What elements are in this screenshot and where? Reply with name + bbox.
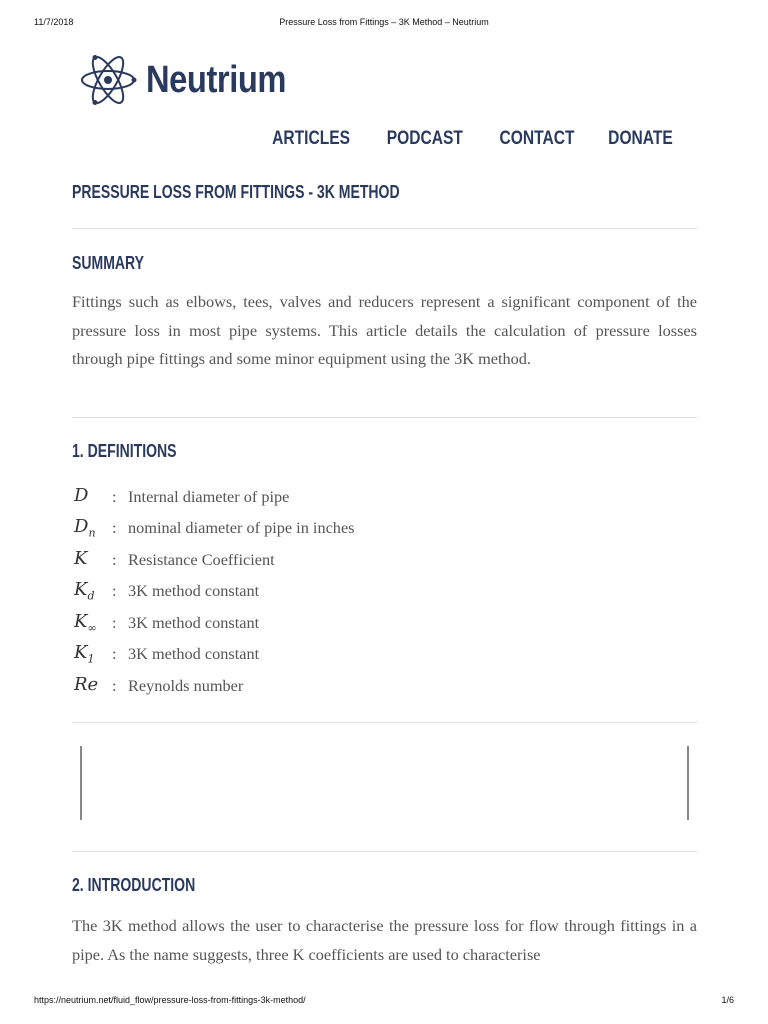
definition-symbol: $K_d$ <box>74 579 95 604</box>
definition-description: nominal diameter of pipe in inches <box>128 518 355 538</box>
definition-description: 3K method constant <box>128 581 260 601</box>
print-url: https://neutrium.net/fluid_flow/pressure-loss-from-fittings-3k-method/ <box>34 995 306 1005</box>
definition-row: $K_d$ : 3K method constant <box>74 579 260 604</box>
print-page-number: 1/6 <box>721 995 734 1005</box>
definitions-heading: 1. DEFINITIONS <box>72 441 177 461</box>
divider <box>72 228 697 229</box>
print-header <box>0 17 768 31</box>
summary-heading: SUMMARY <box>72 253 145 273</box>
atom-icon <box>78 50 138 110</box>
divider <box>72 417 697 418</box>
print-date: 11/7/2018 <box>34 17 74 27</box>
site-name: Neutrium <box>146 58 287 101</box>
definition-row: K : Resistance Coefficient <box>74 544 474 576</box>
print-footer <box>0 995 768 1009</box>
summary-text: Fittings such as elbows, tees, valves and reducers represent a significant component of the pressure loss in most pipe systems. This article details the calculation of pressure losses through pipe fittings and some minor equipment using the 3K method. <box>72 292 697 369</box>
definition-row: D : Internal diameter of pipe <box>74 481 474 513</box>
divider <box>72 851 697 852</box>
definition-row: $D_n$ : nominal diameter of pipe in inches <box>74 516 355 541</box>
definition-symbol: K <box>74 547 88 569</box>
main-nav <box>235 128 673 150</box>
definition-row: $K_\infty$ : 3K method constant <box>74 610 260 635</box>
page-title: PRESSURE LOSS FROM FITTINGS - 3K METHOD <box>72 182 400 202</box>
introduction-heading: 2. INTRODUCTION <box>72 875 196 895</box>
site-logo[interactable] <box>78 50 309 110</box>
definition-row: Re : Reynolds number <box>74 670 474 702</box>
nav-articles[interactable]: ARTICLES <box>271 128 350 149</box>
definition-symbol: Re <box>74 673 99 695</box>
definition-description: Internal diameter of pipe <box>128 486 290 506</box>
definitions-list <box>74 481 474 702</box>
definition-description: 3K method constant <box>128 612 260 632</box>
divider <box>72 722 697 723</box>
definition-description: Resistance Coefficient <box>128 549 275 569</box>
print-title: Pressure Loss from Fittings – 3K Method – Neutrium <box>279 17 489 27</box>
definition-symbol: $D_n$ <box>74 516 96 541</box>
definition-description: 3K method constant <box>128 644 260 664</box>
introduction-text: The 3K method allows the user to characterise the pressure loss for flow through fittings in a pipe. As the name suggests, three K coefficients are used to characterise <box>72 916 697 964</box>
definition-symbol: D <box>74 484 89 506</box>
definition-description: Reynolds number <box>128 675 244 695</box>
embed-left-edge <box>80 746 82 820</box>
definition-symbol: $K_1$ <box>74 642 95 667</box>
definition-row: $K_1$ : 3K method constant <box>74 642 260 667</box>
nav-contact[interactable]: CONTACT <box>499 128 575 149</box>
definition-symbol: $K_\infty$ <box>74 610 97 635</box>
embed-right-edge <box>687 746 689 820</box>
nav-podcast[interactable]: PODCAST <box>386 128 463 149</box>
nav-donate[interactable]: DONATE <box>608 128 673 149</box>
